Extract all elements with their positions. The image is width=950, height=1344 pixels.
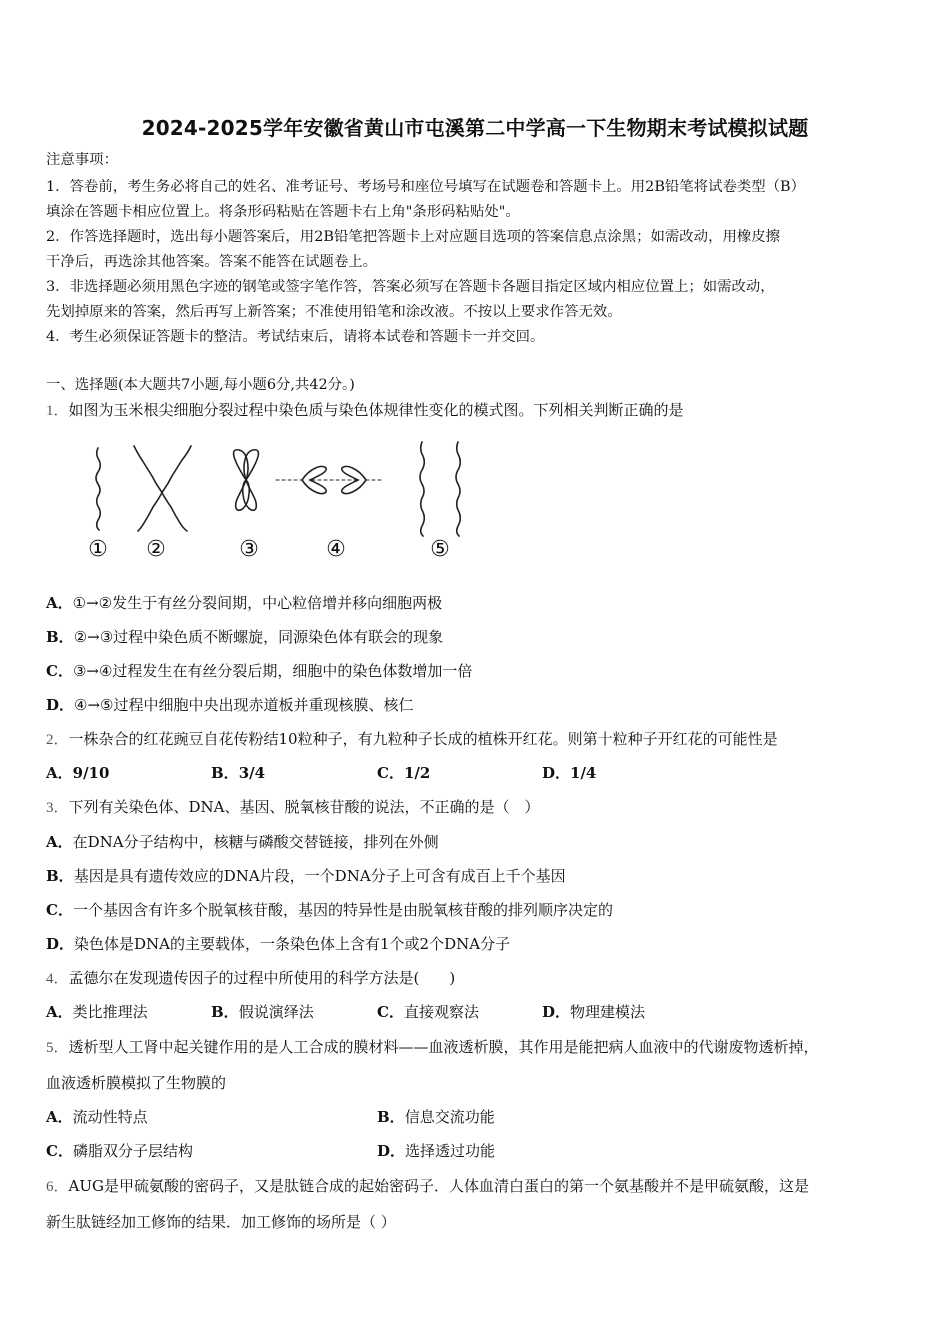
question-6-stem-cont: 新生肽链经加工修饰的结果．加工修饰的场所是（ ）	[46, 1213, 396, 1231]
chromatin-2a	[134, 446, 187, 531]
option-key: B．	[211, 764, 239, 782]
q3-option-c[interactable]	[46, 900, 613, 920]
question-1-stem	[46, 400, 684, 421]
section-heading: 一、选择题(本大题共7小题,每小题6分,共42分。)	[46, 377, 355, 393]
notice-line: 先划掉原来的答案，然后再写上新答案；不准使用铅笔和涂改液。不按以上要求作答无效。	[46, 304, 622, 320]
q3-option-b[interactable]	[46, 866, 566, 886]
notice-line: 干净后，再选涂其他答案。答案不能答在试题卷上。	[46, 254, 377, 270]
chromatin-1	[96, 448, 100, 530]
option-key: C．	[46, 662, 73, 680]
q2-option-d[interactable]	[542, 763, 596, 783]
question-text: 孟德尔在发现遗传因子的过程中所使用的科学方法是( )	[68, 969, 456, 987]
q4-option-a[interactable]	[46, 1002, 148, 1022]
question-number: 3．	[46, 800, 69, 816]
figure-label: ⑤	[430, 537, 450, 562]
figure-label: ③	[239, 537, 259, 562]
notice-line: 3．非选择题必须用黑色字迹的钢笔或签字笔作答，答案必须写在答题卡各题目指定区域内相应位置上；如需改动，	[46, 279, 775, 295]
q1-option-d[interactable]	[46, 695, 413, 715]
option-key: B．	[46, 867, 74, 885]
option-text: 一个基因含有许多个脱氧核苷酸，基因的特异性是由脱氧核苷酸的排列顺序决定的	[72, 901, 613, 919]
option-text: 流动性特点	[72, 1108, 148, 1126]
option-text: ①→②发生于有丝分裂间期，中心粒倍增并移向细胞两极	[72, 594, 443, 612]
q2-option-c[interactable]	[377, 763, 430, 783]
option-key: A．	[46, 1108, 73, 1126]
option-text: 直接观察法	[403, 1003, 479, 1021]
option-text: ②→③过程中染色质不断螺旋，同源染色体有联会的现象	[73, 628, 444, 646]
q4-option-d[interactable]	[542, 1002, 645, 1022]
page-title: 2024-2025学年安徽省黄山市屯溪第二中学高一下生物期末考试模拟试题	[141, 116, 809, 140]
option-text: 磷脂双分子层结构	[72, 1142, 193, 1160]
q1-option-b[interactable]	[46, 627, 443, 647]
question-2-stem	[46, 729, 778, 750]
notice-line: 填涂在答题卡相应位置上。将条形码粘贴在答题卡右上角"条形码粘贴处"。	[46, 204, 520, 220]
chromatin-5b	[456, 442, 460, 536]
question-number: 6．	[46, 1179, 69, 1195]
option-text: ④→⑤过程中细胞中央出现赤道板并重现核膜、核仁	[74, 696, 414, 714]
option-text: ③→④过程发生在有丝分裂后期，细胞中的染色体数增加一倍	[72, 662, 473, 680]
option-key: A．	[46, 594, 73, 612]
q1-option-a[interactable]	[46, 593, 442, 613]
option-text: 基因是具有遗传效应的DNA片段，一个DNA分子上可含有成百上千个基因	[73, 867, 566, 885]
notice-line: 4．考生必须保证答题卡的整洁。考试结束后，请将本试卷和答题卡一并交回。	[46, 329, 545, 345]
question-number: 2．	[46, 732, 69, 748]
question-text: 下列有关染色体、DNA、基因、脱氧核苷酸的说法，不正确的是（ ）	[68, 798, 540, 816]
chromatin-5a	[420, 442, 424, 536]
figure-label: ①	[88, 537, 108, 562]
notice-line: 2．作答选择题时，选出每小题答案后，用2B铅笔把答题卡上对应题目选项的答案信息点涂黑；如需改动，用橡皮擦	[46, 229, 781, 245]
option-key: C．	[46, 901, 73, 919]
q3-option-a[interactable]	[46, 832, 439, 852]
option-key: D．	[46, 696, 75, 714]
option-key: D．	[542, 764, 571, 782]
question-text: 一株杂合的红花豌豆自花传粉结10粒种子，有九粒种子长成的植株开红花。则第十粒种子开红花的可能性是	[68, 730, 778, 748]
option-text: 类比推理法	[72, 1003, 148, 1021]
option-text: 染色体是DNA的主要载体，一条染色体上含有1个或2个DNA分子	[74, 935, 511, 953]
option-key: B．	[211, 1003, 239, 1021]
option-key: C．	[377, 764, 404, 782]
option-key: A．	[46, 1003, 73, 1021]
option-text: 在DNA分子结构中，核糖与磷酸交替链接，排列在外侧	[72, 833, 439, 851]
question-number: 4．	[46, 971, 69, 987]
option-key: C．	[46, 1142, 73, 1160]
q4-option-b[interactable]	[211, 1002, 314, 1022]
question-5-stem	[46, 1037, 819, 1058]
figure-label: ②	[146, 537, 166, 562]
notice-line: 1．答卷前，考生务必将自己的姓名、准考证号、考场号和座位号填写在试题卷和答题卡上。用2B铅笔将试卷类型（B）	[46, 179, 805, 195]
figure-label: ④	[326, 537, 346, 562]
question-text: AUG是甲硫氨酸的密码子，又是肽链合成的起始密码子．人体血清白蛋白的第一个氨基酸并不是甲硫氨酸，这是	[68, 1177, 809, 1195]
chromosome-diagram	[44, 428, 484, 578]
question-text: 如图为玉米根尖细胞分裂过程中染色质与染色体规律性变化的模式图。下列相关判断正确的是	[68, 401, 684, 419]
question-5-stem-cont: 血液透析膜模拟了生物膜的	[46, 1074, 227, 1092]
option-key: D．	[377, 1142, 406, 1160]
question-number: 5．	[46, 1040, 69, 1056]
option-text: 物理建模法	[570, 1003, 646, 1021]
question-3-stem	[46, 797, 540, 818]
q1-option-c[interactable]	[46, 661, 472, 681]
question-6-stem	[46, 1176, 809, 1197]
q5-option-b[interactable]	[377, 1107, 495, 1127]
question-text: 透析型人工肾中起关键作用的是人工合成的膜材料——血液透析膜，其作用是能把病人血液中的代谢废物透析掉，	[68, 1038, 819, 1056]
question-number: 1．	[46, 403, 69, 419]
option-key: B．	[377, 1108, 405, 1126]
q2-option-a[interactable]	[46, 763, 109, 783]
option-key: A．	[46, 764, 73, 782]
option-key: B．	[46, 628, 74, 646]
option-key: C．	[377, 1003, 404, 1021]
option-text: 假说演绎法	[238, 1003, 314, 1021]
option-key: A．	[46, 833, 73, 851]
option-text: 1/4	[570, 764, 597, 782]
notice-heading: 注意事项：	[46, 152, 118, 168]
option-text: 信息交流功能	[404, 1108, 495, 1126]
q4-option-c[interactable]	[377, 1002, 479, 1022]
q2-option-b[interactable]	[211, 763, 265, 783]
q5-option-d[interactable]	[377, 1141, 495, 1161]
option-text: 9/10	[72, 764, 110, 782]
option-key: D．	[46, 935, 75, 953]
q3-option-d[interactable]	[46, 934, 510, 954]
option-key: D．	[542, 1003, 571, 1021]
q5-option-a[interactable]	[46, 1107, 148, 1127]
option-text: 选择透过功能	[405, 1142, 496, 1160]
option-text: 3/4	[238, 764, 266, 782]
chromatin-2b	[138, 446, 191, 531]
q5-option-c[interactable]	[46, 1141, 193, 1161]
option-text: 1/2	[403, 764, 431, 782]
question-4-stem	[46, 968, 455, 989]
